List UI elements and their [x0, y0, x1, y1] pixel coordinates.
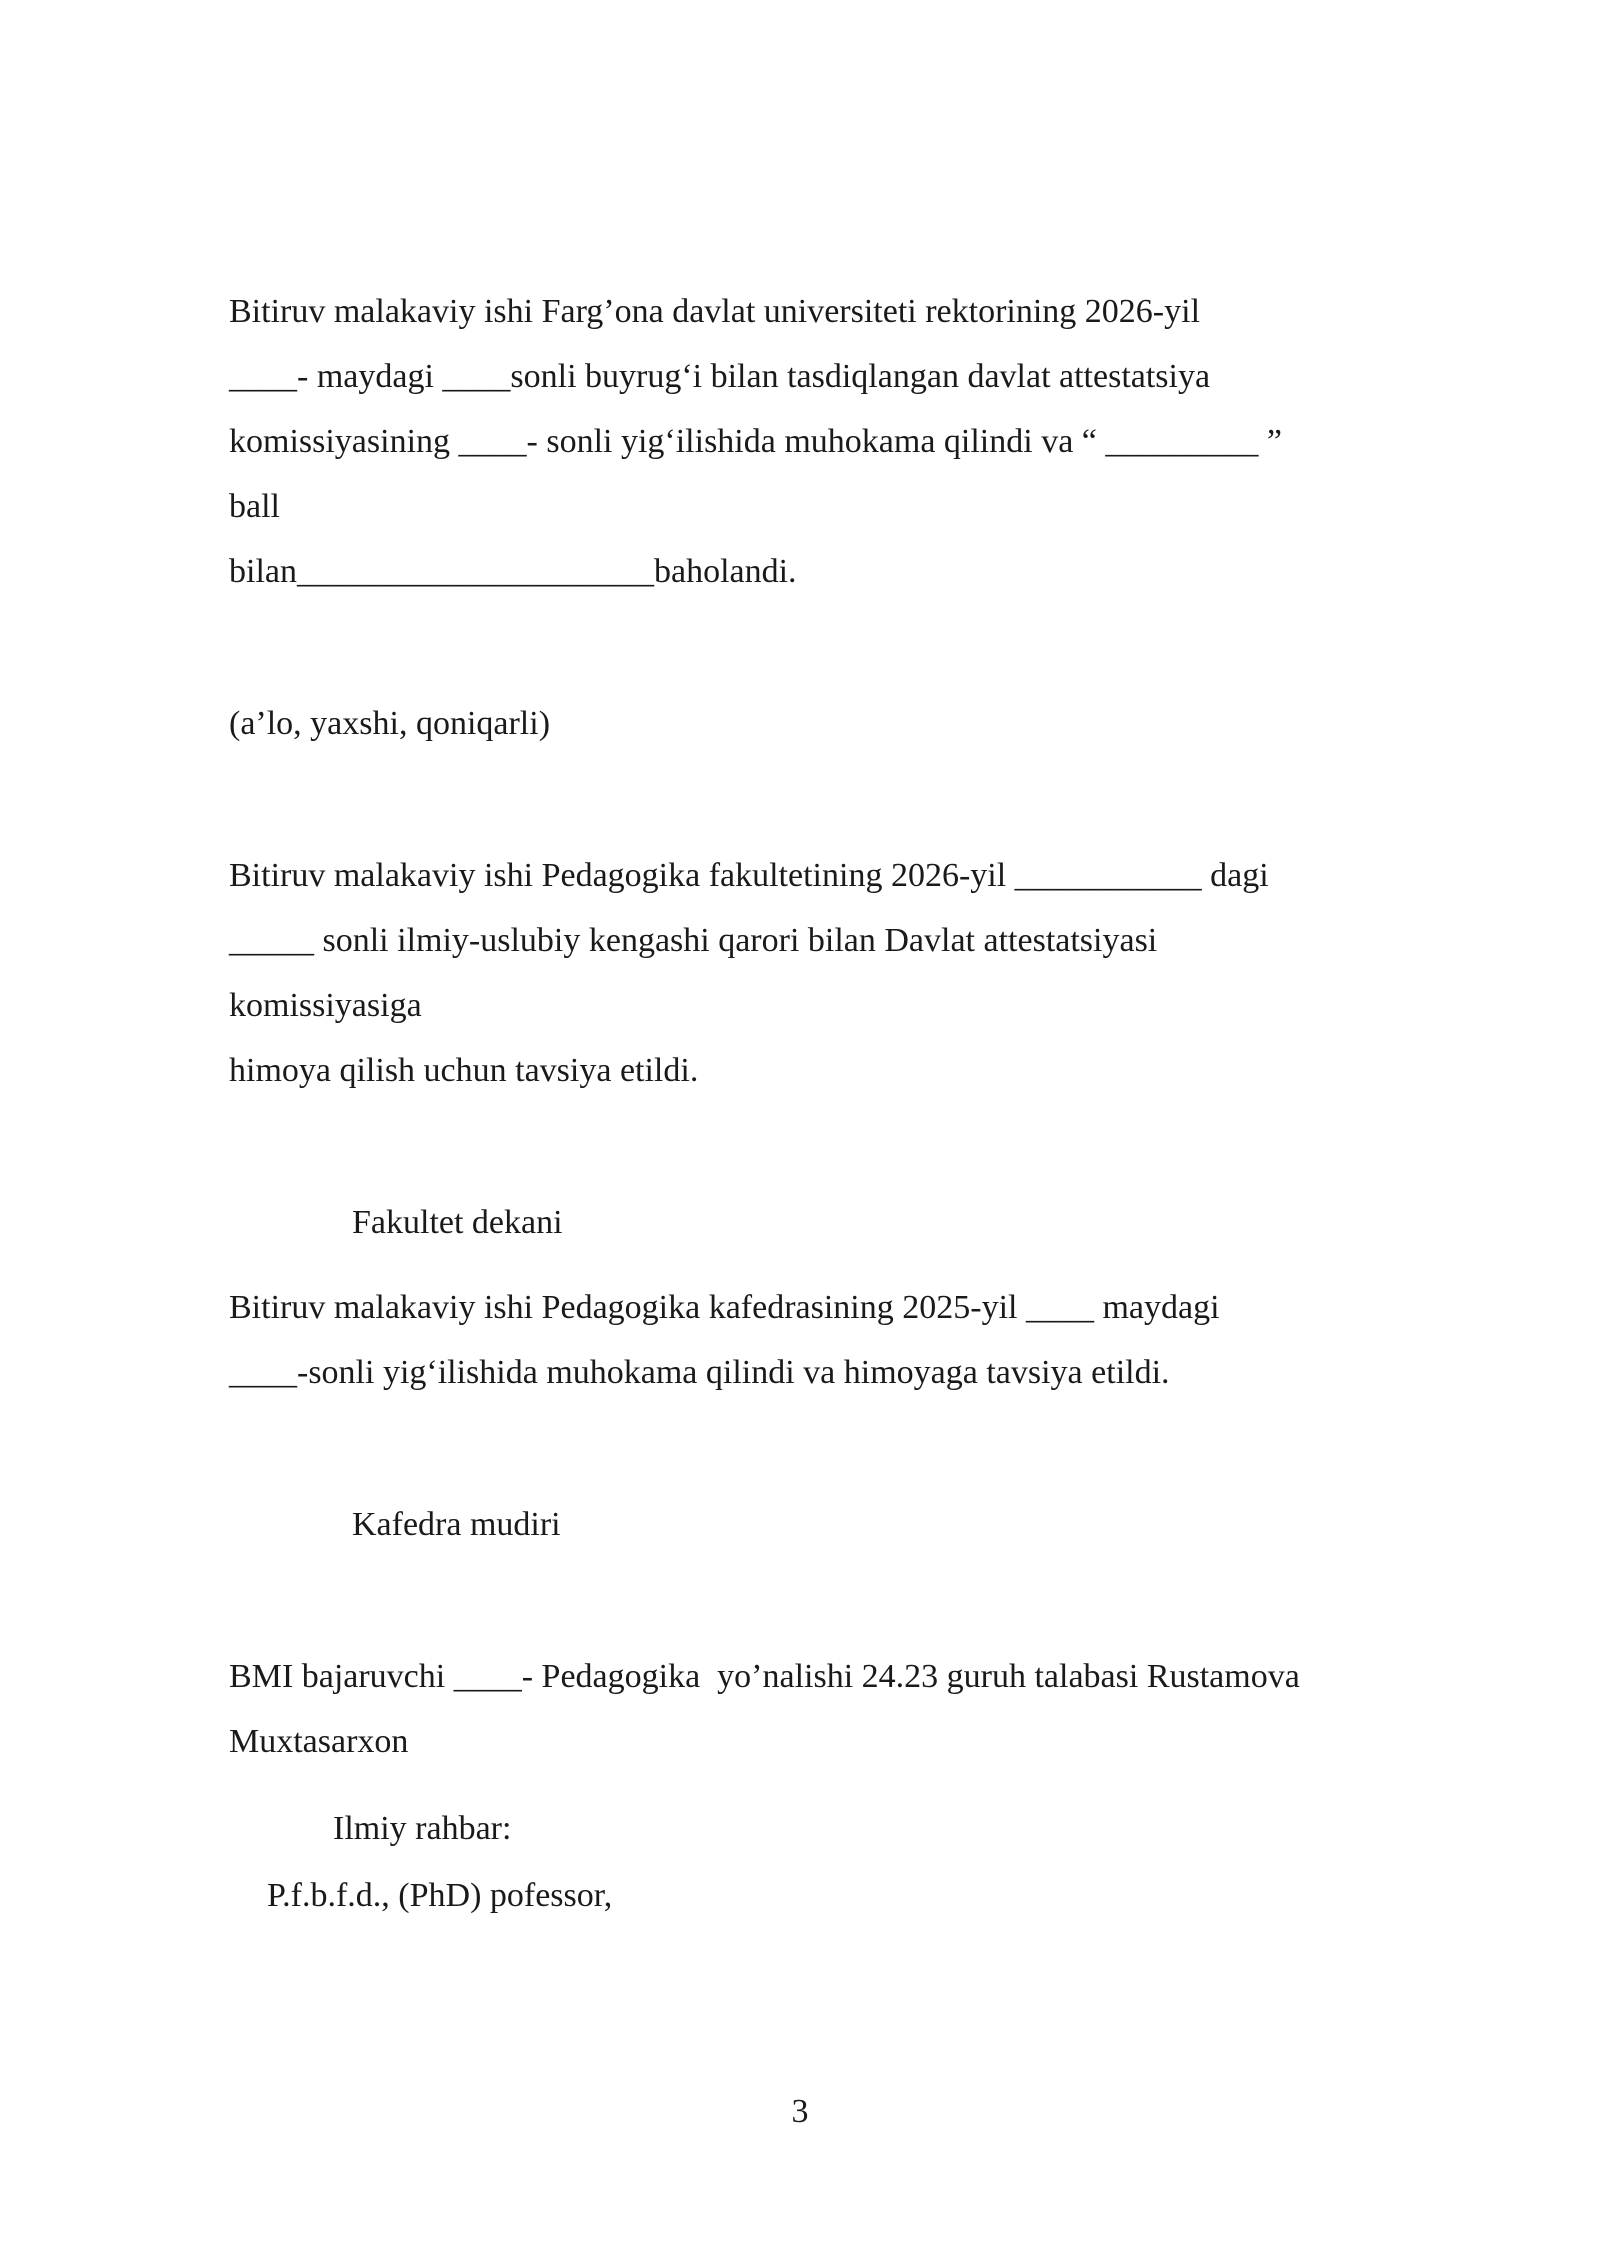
text-line: _____ sonli ilmiy-uslubiy kengashi qarori bilan Davlat attestatsiyasi [229, 922, 1158, 959]
supervisor-label: Ilmiy rahbar: [333, 1810, 512, 1847]
department-head-label: Kafedra mudiri [352, 1506, 561, 1543]
text-line: Bitiruv malakaviy ishi Pedagogika fakultetining 2026-yil ___________ dagi [229, 857, 1269, 894]
text-line: BMI bajaruvchi ____- Pedagogika yo’nalishi 24.23 guruh talabasi Rustamova [229, 1658, 1300, 1695]
grade-options: (a’lo, yaxshi, qoniqarli) [229, 705, 551, 742]
text-line: ____- maydagi ____sonli buyrug‘i bilan tasdiqlangan davlat attestatsiya [229, 358, 1211, 395]
text-line: komissiyasining ____- sonli yig‘ilishida muhokama qilindi va “ _________ ” [229, 423, 1282, 460]
text-line: ____-sonli yig‘ilishida muhokama qilindi va himoyaga tavsiya etildi. [229, 1354, 1170, 1391]
supervisor-title: P.f.b.f.d., (PhD) pofessor, [267, 1877, 613, 1914]
text-line: komissiyasiga [229, 987, 422, 1024]
text-line: Bitiruv malakaviy ishi Pedagogika kafedrasining 2025-yil ____ maydagi [229, 1289, 1220, 1326]
page-number: 3 [791, 2093, 809, 2130]
text-line: himoya qilish uchun tavsiya etildi. [229, 1052, 699, 1089]
text-line: ball [229, 488, 280, 525]
text-line: bilan_____________________baholandi. [229, 553, 797, 590]
text-line: Muxtasarxon [229, 1723, 409, 1760]
text-line: Bitiruv malakaviy ishi Farg’ona davlat universiteti rektorining 2026-yil [229, 293, 1201, 330]
dean-label: Fakultet dekani [352, 1204, 563, 1241]
